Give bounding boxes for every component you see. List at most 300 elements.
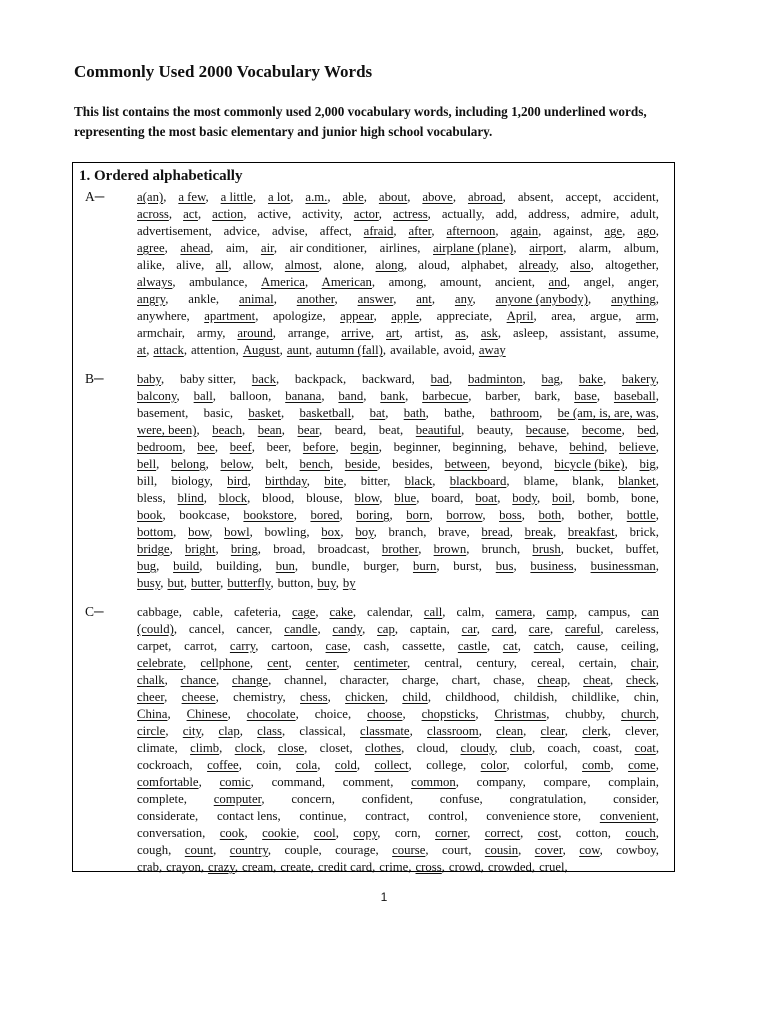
vocabulary-word: cowboy, xyxy=(616,843,659,857)
vocabulary-word: bottom, xyxy=(137,525,177,539)
vocabulary-word: carpet, xyxy=(137,639,172,653)
word-line xyxy=(137,842,659,859)
vocabulary-word: bad, xyxy=(430,372,453,386)
vocabulary-word: airport, xyxy=(529,241,567,255)
vocabulary-word: behind, xyxy=(569,440,608,454)
vocabulary-word: careful, xyxy=(564,622,604,636)
group-letter-c: C─ xyxy=(85,604,104,619)
vocabulary-word: cover, xyxy=(534,843,566,857)
vocabulary-word: bill, xyxy=(137,474,158,488)
vocabulary-word: barbecue, xyxy=(422,389,472,403)
vocabulary-word: among, xyxy=(388,275,427,289)
vocabulary-word: church, xyxy=(621,707,659,721)
vocabulary-word: aunt, xyxy=(286,343,312,357)
vocabulary-word: cash, xyxy=(363,639,390,653)
vocabulary-word: cough, xyxy=(137,843,172,857)
vocabulary-word: because, xyxy=(525,423,570,437)
vocabulary-word: certain, xyxy=(578,656,617,670)
vocabulary-word: agree, xyxy=(137,241,168,255)
vocabulary-word: bother, xyxy=(577,508,614,522)
vocabulary-word: bundle, xyxy=(311,559,350,573)
vocabulary-word: airplane (plane), xyxy=(433,241,517,255)
word-line xyxy=(137,388,659,405)
vocabulary-word: climb, xyxy=(190,741,223,755)
vocabulary-word: childish, xyxy=(513,690,558,704)
vocabulary-word: boat, xyxy=(475,491,501,505)
vocabulary-word: anywhere, xyxy=(137,309,190,323)
vocabulary-word: aim, xyxy=(225,241,249,255)
vocabulary-word: button, xyxy=(277,576,314,590)
vocabulary-word: a lot, xyxy=(267,190,294,204)
vocabulary-word: ask, xyxy=(480,326,502,340)
vocabulary-word: beautiful, xyxy=(415,423,465,437)
vocabulary-word: corn, xyxy=(394,826,421,840)
vocabulary-word: America, xyxy=(261,275,309,289)
vocabulary-word: crayon, xyxy=(166,860,205,874)
vocabulary-word: accident, xyxy=(613,190,659,204)
vocabulary-word: carry, xyxy=(229,639,259,653)
vocabulary-word: across, xyxy=(137,207,173,221)
vocabulary-word: basket, xyxy=(248,406,285,420)
vocabulary-word: brave, xyxy=(438,525,470,539)
vocabulary-word: (could), xyxy=(137,622,178,636)
vocabulary-word: attack, xyxy=(153,343,188,357)
vocabulary-word: burst, xyxy=(453,559,482,573)
word-line xyxy=(137,291,659,308)
vocabulary-word: bread, xyxy=(481,525,513,539)
vocabulary-word: bathroom, xyxy=(490,406,543,420)
word-line xyxy=(137,507,659,524)
vocabulary-word: chin, xyxy=(633,690,659,704)
vocabulary-word: biology, xyxy=(171,474,213,488)
word-line xyxy=(137,325,659,342)
vocabulary-word: cross, xyxy=(415,860,445,874)
vocabulary-word: along, xyxy=(375,258,408,272)
vocabulary-word: bottle, xyxy=(626,508,659,522)
vocabulary-word: clerk, xyxy=(582,724,611,738)
vocabulary-word: anything, xyxy=(611,292,659,306)
vocabulary-word: by xyxy=(342,576,356,590)
vocabulary-word: bridge, xyxy=(137,542,173,556)
vocabulary-word: bun, xyxy=(275,559,299,573)
vocabulary-word: arm, xyxy=(635,309,659,323)
vocabulary-word: chubby, xyxy=(565,707,606,721)
vocabulary-word: care, xyxy=(528,622,554,636)
vocabulary-word: appreciate, xyxy=(436,309,493,323)
vocabulary-word: chess, xyxy=(300,690,331,704)
vocabulary-word: count, xyxy=(184,843,217,857)
group-letter-a: A─ xyxy=(85,189,105,204)
vocabulary-word: alone, xyxy=(333,258,365,272)
vocabulary-word: credit card, xyxy=(317,860,376,874)
word-line xyxy=(137,456,659,473)
word-line xyxy=(137,757,659,774)
vocabulary-word: active, xyxy=(257,207,292,221)
vocabulary-word: burger, xyxy=(363,559,400,573)
vocabulary-word: corner, xyxy=(435,826,471,840)
vocabulary-word: cool, xyxy=(313,826,339,840)
vocabulary-word: crime, xyxy=(379,860,412,874)
vocabulary-word: bone, xyxy=(630,491,659,505)
vocabulary-word: cassette, xyxy=(402,639,446,653)
vocabulary-word: chalk, xyxy=(137,673,168,687)
vocabulary-word: August, xyxy=(242,343,283,357)
vocabulary-box xyxy=(72,162,675,872)
vocabulary-word: cartoon, xyxy=(271,639,313,653)
vocabulary-word: arrive, xyxy=(341,326,375,340)
vocabulary-word: ambulance, xyxy=(189,275,248,289)
vocabulary-word: badminton, xyxy=(467,372,526,386)
vocabulary-word: cheap, xyxy=(537,673,571,687)
vocabulary-word: album, xyxy=(623,241,659,255)
vocabulary-word: couple, xyxy=(284,843,322,857)
vocabulary-word: baby sitter, xyxy=(179,372,237,386)
vocabulary-word: chopsticks, xyxy=(421,707,479,721)
word-line xyxy=(137,706,659,723)
vocabulary-word: ankle, xyxy=(188,292,220,306)
vocabulary-word: advise, xyxy=(272,224,308,238)
vocabulary-word: bucket, xyxy=(576,542,614,556)
vocabulary-word: congratulation, xyxy=(509,792,587,806)
vocabulary-word: backpack, xyxy=(294,372,347,386)
word-line xyxy=(137,575,659,592)
vocabulary-word: climate, xyxy=(137,741,178,755)
vocabulary-word: asleep, xyxy=(512,326,549,340)
vocabulary-word: beginning, xyxy=(452,440,507,454)
word-line xyxy=(137,558,659,575)
vocabulary-word: breakfast, xyxy=(567,525,618,539)
vocabulary-word: actress, xyxy=(392,207,431,221)
vocabulary-word: country, xyxy=(229,843,272,857)
vocabulary-word: control, xyxy=(428,809,468,823)
vocabulary-word: class, xyxy=(257,724,286,738)
vocabulary-word: ahead, xyxy=(180,241,214,255)
word-line xyxy=(137,689,659,706)
vocabulary-word: case, xyxy=(325,639,351,653)
vocabulary-word: coat, xyxy=(634,741,659,755)
vocabulary-word: broad, xyxy=(273,542,306,556)
vocabulary-word: behave, xyxy=(518,440,558,454)
vocabulary-word: clear, xyxy=(540,724,568,738)
vocabulary-word: cap, xyxy=(377,622,399,636)
vocabulary-word: cancer, xyxy=(236,622,273,636)
vocabulary-word: bird, xyxy=(227,474,251,488)
vocabulary-word: blouse, xyxy=(306,491,343,505)
vocabulary-word: classroom, xyxy=(427,724,482,738)
vocabulary-word: age, xyxy=(604,224,626,238)
vocabulary-word: balloon, xyxy=(229,389,272,403)
vocabulary-word: cake, xyxy=(329,605,357,619)
vocabulary-word: cookie, xyxy=(262,826,300,840)
vocabulary-word: April, xyxy=(506,309,537,323)
vocabulary-word: cola, xyxy=(295,758,321,772)
vocabulary-word: beauty, xyxy=(476,423,514,437)
vocabulary-word: cabbage, xyxy=(137,605,182,619)
vocabulary-word: against, xyxy=(553,224,593,238)
vocabulary-word: convenient, xyxy=(599,809,659,823)
vocabulary-word: baby, xyxy=(137,372,165,386)
vocabulary-word: complete, xyxy=(137,792,187,806)
vocabulary-word: box, xyxy=(321,525,344,539)
vocabulary-word: bookstore, xyxy=(243,508,297,522)
vocabulary-word: child, xyxy=(402,690,431,704)
vocabulary-word: card, xyxy=(491,622,517,636)
vocabulary-word: comb, xyxy=(582,758,614,772)
vocabulary-word: beyond, xyxy=(501,457,543,471)
word-line xyxy=(137,825,659,842)
vocabulary-word: apartment, xyxy=(204,309,259,323)
vocabulary-word: artist, xyxy=(414,326,444,340)
vocabulary-word: blank, xyxy=(572,474,604,488)
vocabulary-word: body, xyxy=(512,491,541,505)
vocabulary-word: also, xyxy=(570,258,594,272)
vocabulary-word: bus, xyxy=(495,559,517,573)
vocabulary-word: bowling, xyxy=(264,525,310,539)
vocabulary-word: armchair, xyxy=(137,326,185,340)
vocabulary-word: again, xyxy=(510,224,542,238)
vocabulary-word: bake, xyxy=(578,372,607,386)
vocabulary-word: cheer, xyxy=(137,690,168,704)
vocabulary-word: but, xyxy=(167,576,187,590)
vocabulary-word: come, xyxy=(628,758,659,772)
vocabulary-word: angel, xyxy=(583,275,615,289)
vocabulary-word: a little, xyxy=(220,190,257,204)
vocabulary-word: board, xyxy=(431,491,464,505)
vocabulary-word: both, xyxy=(538,508,565,522)
vocabulary-word: classmate, xyxy=(360,724,413,738)
vocabulary-word: anger, xyxy=(627,275,659,289)
vocabulary-word: chair, xyxy=(630,656,659,670)
vocabulary-word: brush, xyxy=(532,542,564,556)
vocabulary-word: choice, xyxy=(314,707,352,721)
vocabulary-word: conversation, xyxy=(137,826,206,840)
vocabulary-word: collect, xyxy=(374,758,412,772)
word-line xyxy=(137,257,659,274)
vocabulary-word: bicycle (bike), xyxy=(554,457,628,471)
vocabulary-word: command, xyxy=(271,775,326,789)
word-group-a xyxy=(137,189,659,359)
vocabulary-word: brick, xyxy=(629,525,659,539)
vocabulary-word: confuse, xyxy=(439,792,483,806)
vocabulary-word: away xyxy=(478,343,506,357)
vocabulary-word: coffee, xyxy=(207,758,242,772)
vocabulary-word: couch, xyxy=(625,826,659,840)
vocabulary-word: afternoon, xyxy=(446,224,499,238)
vocabulary-word: butterfly, xyxy=(227,576,274,590)
vocabulary-word: banana, xyxy=(285,389,325,403)
vocabulary-word: candy, xyxy=(332,622,366,636)
word-line xyxy=(137,342,659,359)
vocabulary-word: after, xyxy=(408,224,435,238)
vocabulary-word: before, xyxy=(302,440,339,454)
vocabulary-word: beat, xyxy=(378,423,404,437)
vocabulary-word: comment, xyxy=(342,775,394,789)
vocabulary-word: bow, xyxy=(188,525,213,539)
vocabulary-word: brother, xyxy=(381,542,422,556)
vocabulary-word: castle, xyxy=(457,639,491,653)
vocabulary-word: blind, xyxy=(177,491,207,505)
vocabulary-word: boil, xyxy=(552,491,576,505)
vocabulary-word: close, xyxy=(277,741,308,755)
vocabulary-word: bathe, xyxy=(444,406,475,420)
vocabulary-word: correct, xyxy=(484,826,524,840)
vocabulary-word: bring, xyxy=(230,542,261,556)
word-line xyxy=(137,189,659,206)
vocabulary-word: assume, xyxy=(618,326,659,340)
vocabulary-word: common, xyxy=(411,775,459,789)
vocabulary-word: build, xyxy=(173,559,203,573)
vocabulary-word: advice, xyxy=(223,224,261,238)
vocabulary-word: central, xyxy=(424,656,463,670)
vocabulary-word: Chinese, xyxy=(186,707,231,721)
vocabulary-word: a(an), xyxy=(137,190,167,204)
vocabulary-word: crazy, xyxy=(208,860,238,874)
vocabulary-word: create, xyxy=(280,860,314,874)
vocabulary-word: boring, xyxy=(356,508,393,522)
vocabulary-word: beach, xyxy=(212,423,246,437)
vocabulary-word: branch, xyxy=(388,525,427,539)
vocabulary-word: basketball, xyxy=(299,406,355,420)
vocabulary-word: cause, xyxy=(576,639,609,653)
vocabulary-word: avoid, xyxy=(443,343,475,357)
vocabulary-word: beginner, xyxy=(393,440,441,454)
word-line xyxy=(137,604,659,621)
group-letter-b: B─ xyxy=(85,371,104,386)
vocabulary-word: cloudy, xyxy=(460,741,498,755)
vocabulary-word: clock, xyxy=(234,741,266,755)
vocabulary-word: bitter, xyxy=(360,474,391,488)
vocabulary-word: alike, xyxy=(137,258,165,272)
vocabulary-word: college, xyxy=(426,758,467,772)
word-line xyxy=(137,791,659,808)
vocabulary-word: celebrate, xyxy=(137,656,187,670)
vocabulary-word: chase, xyxy=(493,673,525,687)
vocabulary-word: basement, xyxy=(137,406,189,420)
vocabulary-word: cloud, xyxy=(416,741,449,755)
word-line xyxy=(137,774,659,791)
vocabulary-word: birthday, xyxy=(265,474,310,488)
vocabulary-word: convenience store, xyxy=(486,809,582,823)
vocabulary-word: bank, xyxy=(380,389,409,403)
vocabulary-word: able, xyxy=(342,190,367,204)
vocabulary-word: contact lens, xyxy=(216,809,281,823)
vocabulary-word: borrow, xyxy=(446,508,486,522)
vocabulary-word: cafeteria, xyxy=(233,605,282,619)
vocabulary-word: admire, xyxy=(580,207,620,221)
vocabulary-word: aloud, xyxy=(418,258,450,272)
word-line xyxy=(137,859,659,876)
vocabulary-word: comic, xyxy=(219,775,254,789)
vocabulary-word: back, xyxy=(251,372,280,386)
word-line xyxy=(137,638,659,655)
vocabulary-word: calm, xyxy=(456,605,485,619)
vocabulary-word: add, xyxy=(495,207,518,221)
vocabulary-word: and, xyxy=(548,275,571,289)
vocabulary-word: address, xyxy=(528,207,570,221)
vocabulary-word: cotton, xyxy=(575,826,611,840)
vocabulary-word: cellphone, xyxy=(200,656,254,670)
vocabulary-word: cat, xyxy=(502,639,521,653)
vocabulary-word: bowl, xyxy=(224,525,253,539)
vocabulary-word: absent, xyxy=(517,190,554,204)
vocabulary-word: bag, xyxy=(541,372,564,386)
word-line xyxy=(137,541,659,558)
vocabulary-word: copy, xyxy=(353,826,381,840)
vocabulary-word: ago, xyxy=(637,224,659,238)
vocabulary-word: brunch, xyxy=(481,542,521,556)
page-number: 1 xyxy=(380,890,388,904)
vocabulary-word: busy, xyxy=(137,576,164,590)
vocabulary-word: candle, xyxy=(284,622,321,636)
vocabulary-word: car, xyxy=(461,622,480,636)
vocabulary-word: cousin, xyxy=(484,843,522,857)
vocabulary-word: butter, xyxy=(190,576,224,590)
vocabulary-word: bite, xyxy=(324,474,347,488)
vocabulary-word: clothes, xyxy=(364,741,405,755)
word-line xyxy=(137,405,659,422)
vocabulary-word: court, xyxy=(442,843,472,857)
word-group-c xyxy=(137,604,659,876)
vocabulary-word: computer, xyxy=(213,792,265,806)
vocabulary-word: all, xyxy=(215,258,232,272)
vocabulary-word: burn, xyxy=(412,559,440,573)
vocabulary-word: answer, xyxy=(357,292,397,306)
vocabulary-word: businessman, xyxy=(590,559,659,573)
vocabulary-word: childlike, xyxy=(571,690,620,704)
vocabulary-word: adult, xyxy=(630,207,659,221)
vocabulary-word: another, xyxy=(296,292,338,306)
vocabulary-word: beard, xyxy=(334,423,367,437)
vocabulary-word: ball, xyxy=(193,389,216,403)
word-line xyxy=(137,655,659,672)
vocabulary-word: American, xyxy=(321,275,376,289)
vocabulary-word: as, xyxy=(455,326,469,340)
vocabulary-word: amount, xyxy=(440,275,482,289)
vocabulary-word: cent, xyxy=(267,656,292,670)
vocabulary-word: apple, xyxy=(391,309,423,323)
vocabulary-word: backward, xyxy=(362,372,415,386)
vocabulary-word: ant, xyxy=(416,292,436,306)
word-line xyxy=(137,240,659,257)
vocabulary-word: bless, xyxy=(137,491,166,505)
vocabulary-word: appear, xyxy=(340,309,377,323)
vocabulary-word: actually, xyxy=(441,207,485,221)
vocabulary-word: angry, xyxy=(137,292,169,306)
vocabulary-word: camp, xyxy=(546,605,578,619)
word-line xyxy=(137,308,659,325)
vocabulary-word: beef, xyxy=(229,440,255,454)
vocabulary-word: crowded, xyxy=(487,860,536,874)
vocabulary-word: alarm, xyxy=(579,241,612,255)
vocabulary-word: bed, xyxy=(637,423,659,437)
vocabulary-word: charge, xyxy=(401,673,439,687)
vocabulary-word: base, xyxy=(574,389,601,403)
vocabulary-word: childhood, xyxy=(445,690,500,704)
vocabulary-word: cockroach, xyxy=(137,758,193,772)
vocabulary-word: belt, xyxy=(265,457,288,471)
vocabulary-word: available, xyxy=(390,343,440,357)
vocabulary-word: blue, xyxy=(394,491,420,505)
word-line xyxy=(137,621,659,638)
vocabulary-word: course, xyxy=(392,843,429,857)
vocabulary-word: were, been), xyxy=(137,423,200,437)
word-line xyxy=(137,439,659,456)
vocabulary-word: apologize, xyxy=(272,309,326,323)
word-line xyxy=(137,371,659,388)
vocabulary-word: campus, xyxy=(588,605,631,619)
word-line xyxy=(137,723,659,740)
vocabulary-word: belong, xyxy=(170,457,209,471)
